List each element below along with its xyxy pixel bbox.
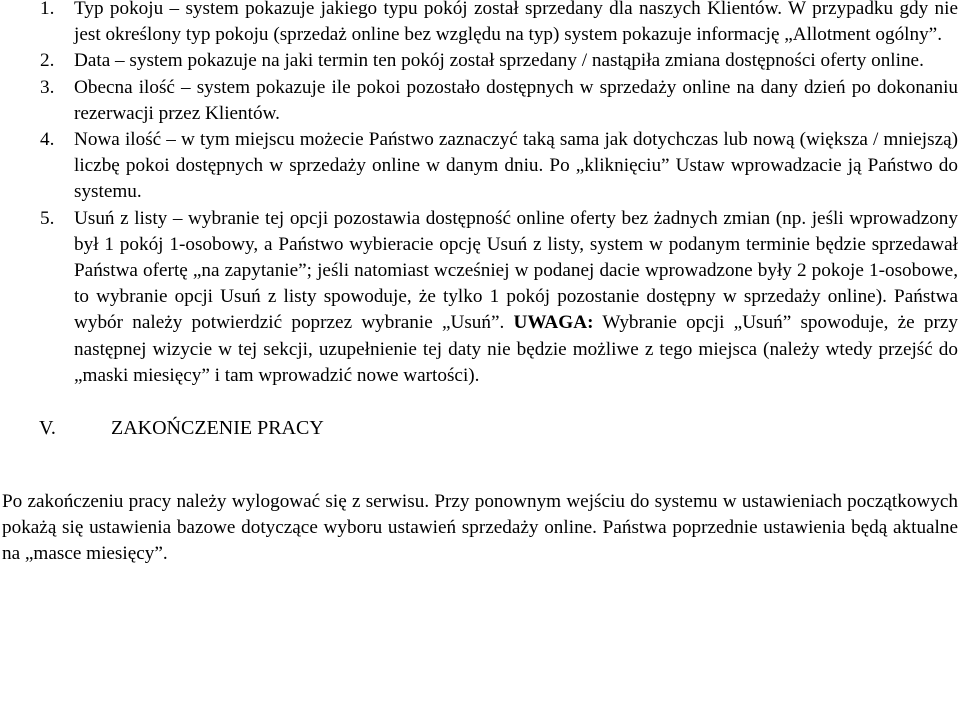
list-item-text: Data – system pokazuje na jaki termin ten pokój został sprzedany / nastąpiła zmiana dostępności oferty online. bbox=[74, 50, 924, 72]
list-item-number: 2. bbox=[40, 50, 55, 72]
list-item-text: Typ pokoju – system pokazuje jakiego typu pokój został sprzedany dla naszych Klientów. W przypadku gdy nie jest określony typ pokoju (sprzedaż online bez względu na typ) system pokazuje informację „Allotment ogólny”. bbox=[74, 0, 958, 46]
section-heading bbox=[0, 415, 960, 443]
list-item-number: 3. bbox=[40, 76, 55, 98]
warning-label: UWAGA: bbox=[513, 312, 594, 334]
closing-paragraph: Po zakończeniu pracy należy wylogować się z serwisu. Przy ponownym wejściu do systemu w ustawieniach początkowych pokażą się ustawienia bazowe dotyczące wyboru ustawień sprzedaży online. Państwa poprzednie ustawienia będą aktualne na „masce miesięcy”. bbox=[2, 491, 958, 565]
list-item-number: 5. bbox=[40, 207, 55, 229]
list-item bbox=[0, 48, 960, 74]
list-item bbox=[0, 75, 960, 127]
list-item-number: 4. bbox=[40, 129, 55, 151]
list-item-text: Obecna ilość – system pokazuje ile pokoi pozostało dostępnych w sprzedaży online na dany dzień po dokonaniu rezerwacji przez Klientów. bbox=[74, 76, 958, 124]
list-item bbox=[0, 127, 960, 206]
list-item-text: Nowa ilość – w tym miejscu możecie Państwo zaznaczyć taką sama jak dotychczas lub nową (większa / mniejszą) liczbę pokoi dostępnych w sprzedaży online w danym dniu. Po „kliknięciu” Ustaw wprowadzacie ją Państwo do systemu. bbox=[74, 129, 958, 203]
list-item-text: Usuń z listy – wybranie tej opcji pozostawia dostępność online oferty bez żadnych zmian (np. jeśli wprowadzony był 1 pokój 1-osobowy, a Państwo wybieracie opcję Usuń z listy, system w podanym terminie będzie sprzedawał Państwa ofertę „na zapytanie”; jeśli natomiast wcześniej w podanej dacie wprowadzone były 2 pokoje 1-osobowe, to wybranie opcji Usuń z listy spowoduje, że tylko 1 pokój pozostanie dostępny w sprzedaży online). Państwa wybór należy potwierdzić poprzez wybranie „Usuń”. bbox=[74, 207, 958, 334]
section-title: ZAKOŃCZENIE PRACY bbox=[111, 417, 324, 440]
list-item bbox=[0, 206, 960, 389]
list-item-number: 1. bbox=[40, 0, 55, 19]
section-number: V. bbox=[39, 417, 56, 440]
warning-text: Wybranie opcji „Usuń” spowoduje, że przy następnej wizycie w tej sekcji, uzupełnienie tej daty nie będzie możliwe z tego miejsca (należy wtedy przejść do „maski miesięcy” i tam wprowadzić nowe wartości). bbox=[74, 312, 958, 386]
list-item bbox=[0, 0, 960, 48]
